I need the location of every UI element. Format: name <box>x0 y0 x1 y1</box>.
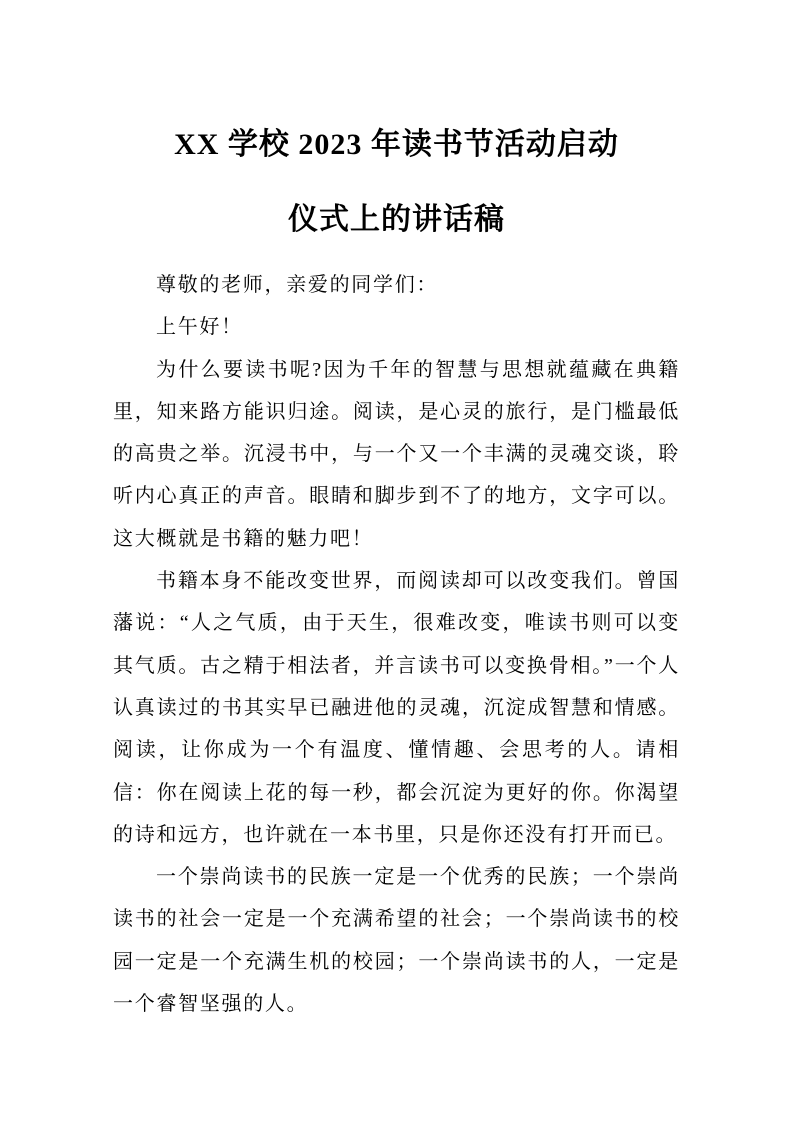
document-title <box>0 0 793 239</box>
body-paragraph-why-read: 为什么要读书呢?因为千年的智慧与思想就蕴藏在典籍里，知来路方能识归途。阅读，是心灵的旅行，是门槛最低的高贵之举。沉浸书中，与一个又一个丰满的灵魂交谈，聆听内心真正的声音。眼睛和脚步到不了的地方，文字可以。这大概就是书籍的魅力吧！ <box>113 358 680 550</box>
body-paragraph-reading-changes-us: 书籍本身不能改变世界，而阅读却可以改变我们。曾国藩说：“人之气质，由于天生，很难改变，唯读书则可以变其气质。古之精于相法者，并言读书可以变换骨相。”一个人认真读过的书其实早已融进他的灵魂，沉淀成智慧和情感。阅读，让你成为一个有温度、懂情趣、会思考的人。请相信：你在阅读上花的每一秒，都会沉淀为更好的你。你渴望的诗和远方，也许就在一本书里，只是你还没有打开而已。 <box>113 570 680 846</box>
salutation-paragraph: 尊敬的老师，亲爱的同学们： <box>156 274 439 296</box>
greeting-paragraph: 上午好！ <box>156 316 243 339</box>
document-title-line-1: XX 学校 2023 年读书节活动启动 <box>174 128 619 161</box>
document-body <box>113 264 680 1025</box>
document-title-line-2: 仪式上的讲话稿 <box>288 203 505 236</box>
body-paragraph-reading-nation: 一个崇尚读书的民族一定是一个优秀的民族；一个崇尚读书的社会一定是一个充满希望的社会；一个崇尚读书的校园一定是一个充满生机的校园；一个崇尚读书的人，一定是一个睿智坚强的人。 <box>113 866 680 1016</box>
